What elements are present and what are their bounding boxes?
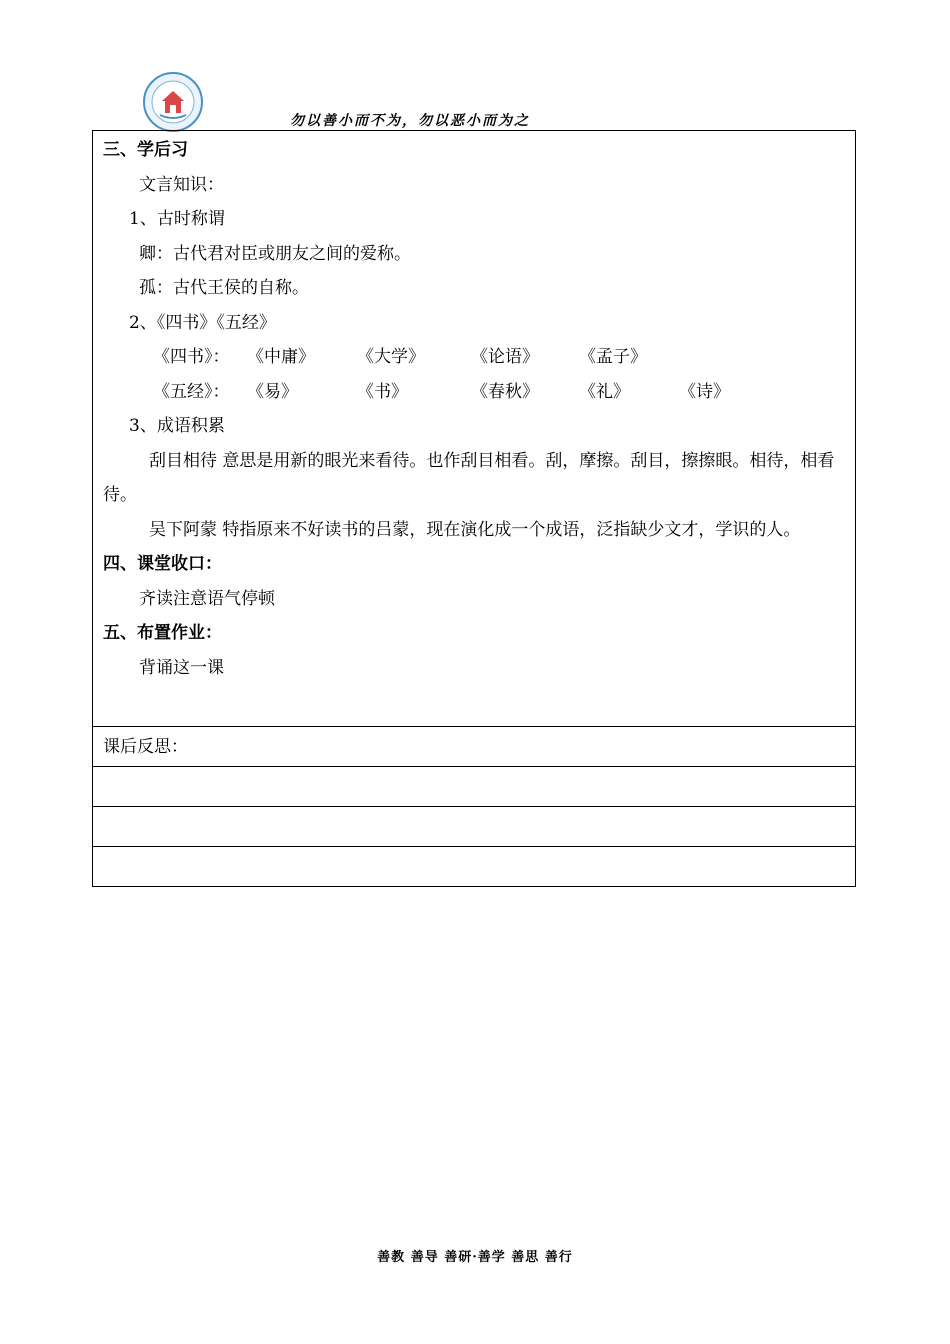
section-4-heading: 四、课堂收口：	[103, 554, 222, 574]
section-4-body: 齐读注意语气停顿	[139, 588, 275, 609]
idiom-1-paragraph: 刮目相待 意思是用新的眼光来看待。也作刮目相看。刮，摩擦。刮目，擦擦眼。相待，相看待。	[103, 450, 835, 505]
section-3-heading: 三、学后习	[103, 140, 188, 160]
item-3-title: 3、成语积累	[129, 416, 225, 436]
footer-slogan: 善教 善导 善研·善学 善思 善行	[377, 1250, 573, 1265]
classic-title: 《春秋》	[471, 381, 539, 402]
five-classics-row	[103, 375, 847, 410]
reflection-label: 课后反思：	[93, 726, 855, 766]
lesson-content	[93, 131, 855, 726]
section-5-body: 背诵这一课	[139, 657, 224, 678]
lesson-plan-table	[92, 130, 856, 887]
school-logo	[142, 71, 204, 133]
item-2-title: 2、《四书》《五经》	[129, 312, 276, 333]
reflection-blank-row[interactable]	[93, 846, 855, 886]
reflection-blank-row[interactable]	[93, 766, 855, 806]
five-classics-label: 《五经》：	[153, 381, 230, 402]
book-title: 《孟子》	[579, 347, 647, 367]
book-title: 《大学》	[357, 347, 425, 367]
item-1-line-1: 卿：古代君对臣或朋友之间的爱称。	[139, 243, 411, 264]
book-title: 《论语》	[471, 347, 539, 367]
section-5-heading: 五、布置作业：	[103, 623, 222, 643]
four-books-label: 《四书》：	[153, 347, 230, 367]
classical-knowledge-intro: 文言知识：	[139, 174, 224, 195]
four-books-row	[103, 340, 847, 375]
idiom-2-paragraph: 吴下阿蒙 特指原来不好读书的吕蒙，现在演化成一个成语，泛指缺少文才，学识的人。	[149, 519, 801, 540]
classic-title: 《书》	[357, 381, 408, 402]
classic-title: 《礼》	[579, 381, 630, 402]
school-motto: 勿以善小而不为，勿以恶小而为之	[290, 113, 530, 129]
item-1-line-2: 孤：古代王侯的自称。	[139, 278, 309, 298]
item-1-title: 1、古时称谓	[129, 209, 225, 229]
classic-title: 《易》	[247, 381, 298, 402]
reflection-blank-row[interactable]	[93, 806, 855, 846]
classic-title: 《诗》	[679, 381, 730, 402]
book-title: 《中庸》	[247, 347, 315, 367]
